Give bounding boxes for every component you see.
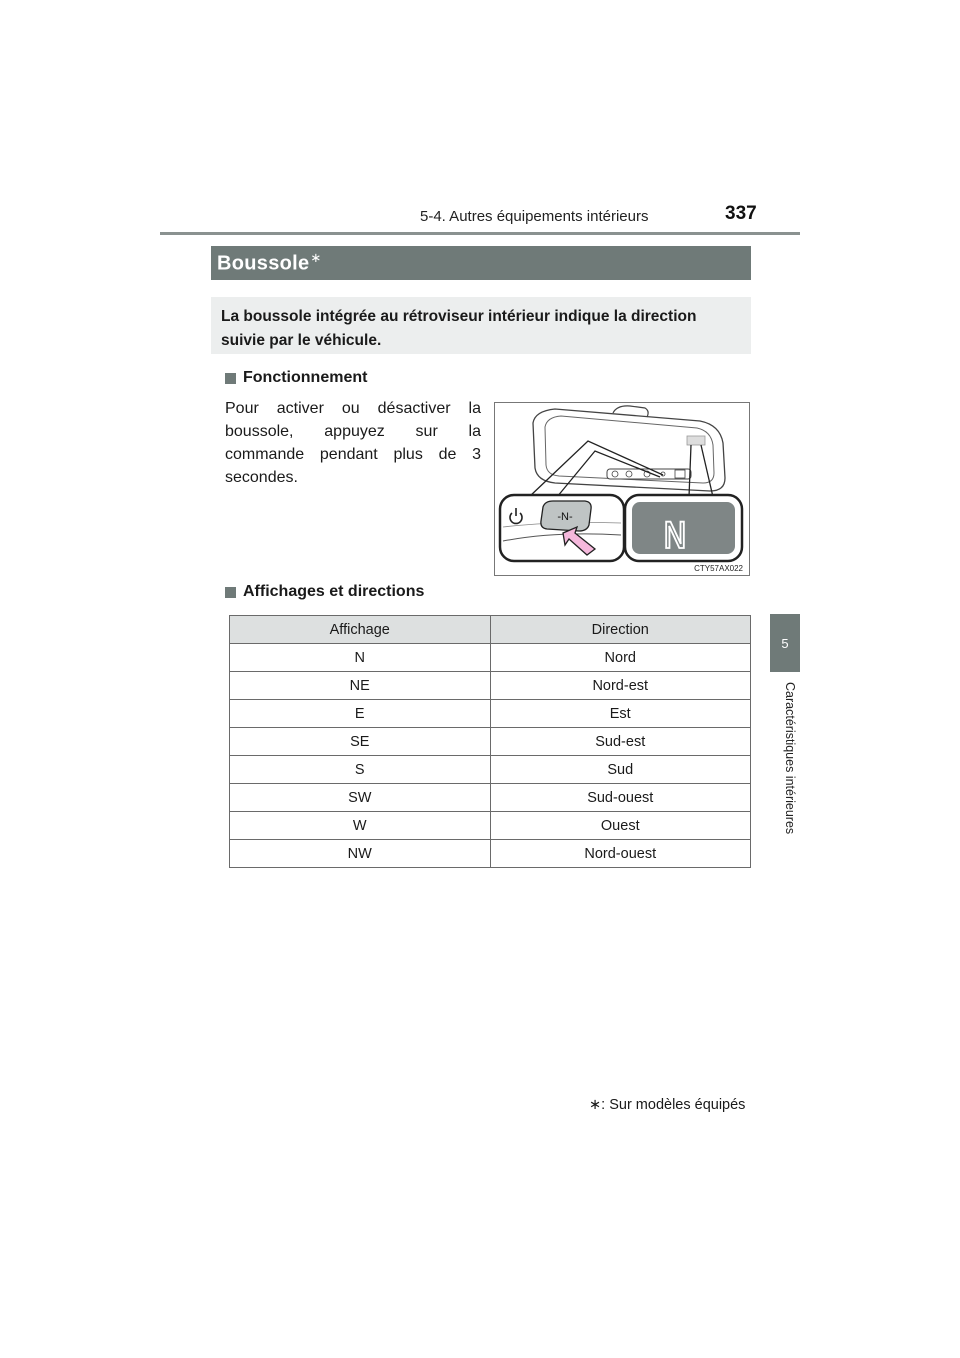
section-banner — [211, 246, 751, 280]
directions-heading — [225, 583, 424, 601]
chapter-title: Caractéristiques intérieures — [783, 682, 797, 835]
chapter-tab[interactable] — [770, 614, 800, 672]
section-title — [217, 250, 322, 276]
equipped-models-mark: ∗ — [310, 250, 322, 266]
column-header-direction: Direction — [490, 616, 751, 644]
direction-cell: Sud-ouest — [490, 784, 751, 812]
operation-heading — [225, 369, 367, 387]
compass-button-symbol: -N- — [557, 511, 573, 523]
table-row — [230, 728, 751, 756]
display-cell: E — [230, 700, 491, 728]
table-row — [230, 672, 751, 700]
direction-cell: Nord — [490, 644, 751, 672]
column-header-display: Affichage — [230, 616, 491, 644]
direction-cell: Sud — [490, 756, 751, 784]
compass-mirror-illustration — [494, 402, 750, 576]
intro-text: La boussole intégrée au rétroviseur intérieur indique la direction suivie par le véhicule. — [221, 308, 697, 349]
mirror-drawing — [495, 403, 749, 575]
display-cell: S — [230, 756, 491, 784]
footnote: ∗: Sur modèles équipés — [589, 1097, 746, 1113]
chapter-number: 5 — [781, 635, 789, 651]
running-header-section: 5-4. Autres équipements intérieurs — [420, 208, 649, 225]
operation-heading-text: Fonctionnement — [243, 369, 368, 386]
display-letter: N — [662, 516, 688, 561]
direction-cell: Sud-est — [490, 728, 751, 756]
intro-box — [211, 297, 751, 354]
table-row — [230, 784, 751, 812]
table-row — [230, 644, 751, 672]
sensor-patch — [687, 436, 705, 445]
directions-table — [229, 615, 751, 868]
page-number: 337 — [725, 203, 757, 224]
table-header-row — [230, 616, 751, 644]
square-bullet-icon — [225, 373, 236, 384]
header-rule — [160, 232, 800, 235]
table-row — [230, 812, 751, 840]
display-cell: N — [230, 644, 491, 672]
mirror-button-strip — [607, 469, 691, 479]
display-cell: SE — [230, 728, 491, 756]
direction-cell: Nord-est — [490, 672, 751, 700]
display-cell: SW — [230, 784, 491, 812]
section-title-text: Boussole — [217, 252, 310, 275]
table-row — [230, 756, 751, 784]
directions-heading-text: Affichages et directions — [243, 583, 425, 600]
direction-cell: Est — [490, 700, 751, 728]
direction-cell: Ouest — [490, 812, 751, 840]
display-cell: NW — [230, 840, 491, 868]
table-row — [230, 840, 751, 868]
display-cell: NE — [230, 672, 491, 700]
illustration-code: CTY57AX022 — [694, 564, 743, 573]
direction-cell: Nord-ouest — [490, 840, 751, 868]
square-bullet-icon — [225, 587, 236, 598]
table-row — [230, 700, 751, 728]
display-cell: W — [230, 812, 491, 840]
operation-text: Pour activer ou désactiver la boussole, appuyez sur la commande pendant plus de 3 secondes. — [225, 400, 481, 486]
